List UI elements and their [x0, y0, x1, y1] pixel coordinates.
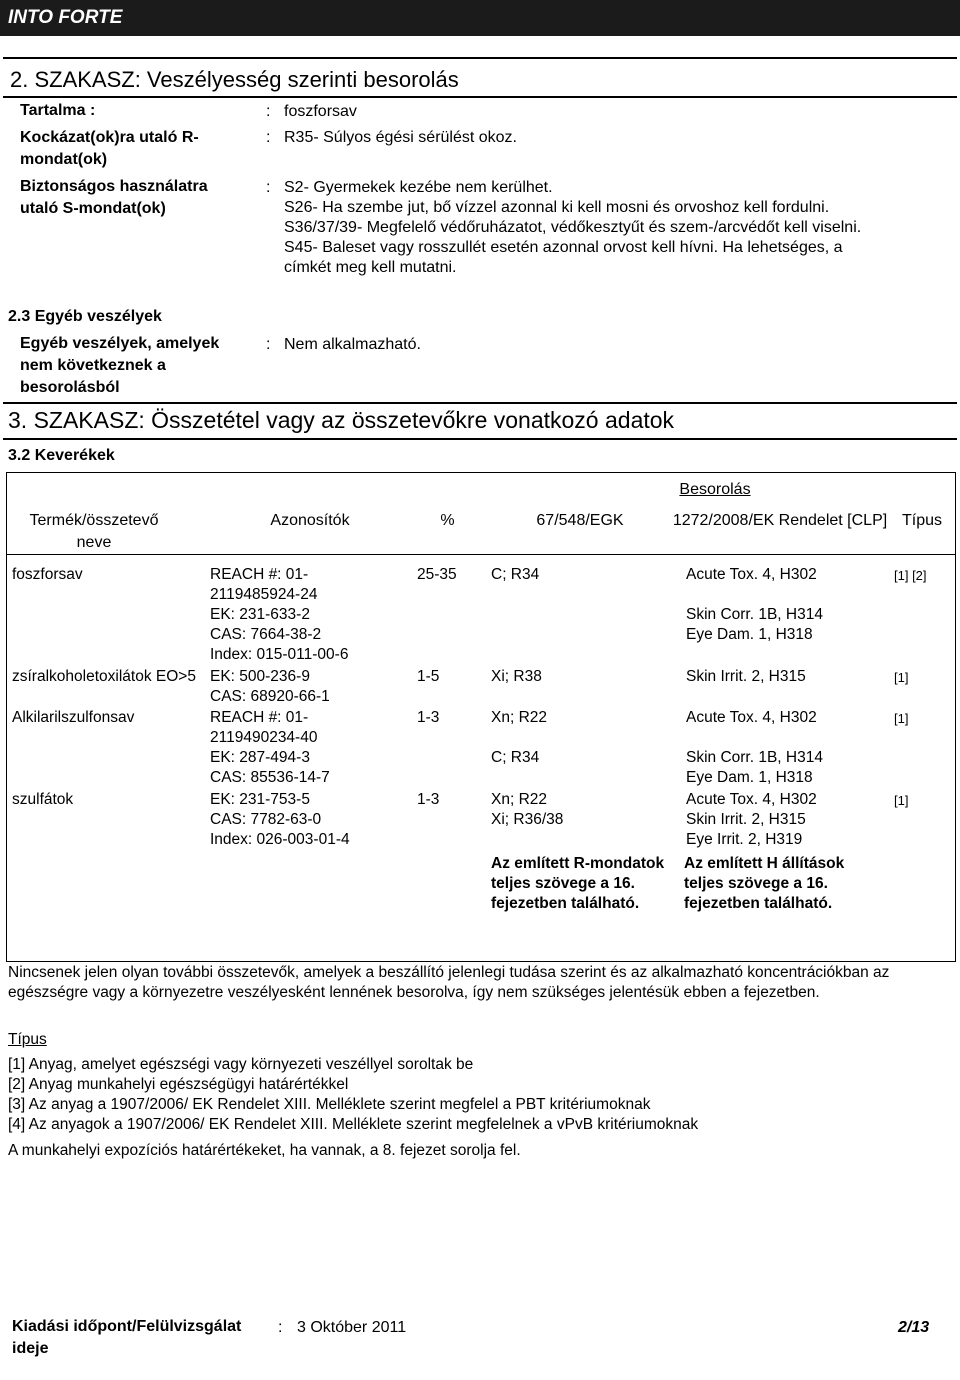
type-legend-item: [3] Az anyag a 1907/2006/ EK Rendelet XIII. Melléklete szerint megfelel a PBT kritériumoknak	[8, 1096, 651, 1113]
section2-bottom-rule	[3, 96, 957, 98]
document-header-bar	[0, 0, 960, 36]
additional-ingredients-statement: Nincsenek jelen olyan további összetevők, amelyek a beszállító jelenlegi tudása szerint és az alkalmazható koncentrációkban az egészségre vagy a környezetre veszélyesként lennének besorolva, így nem szükséges jelentésük ebben a fejezetben.	[8, 964, 890, 1001]
component-identifiers: REACH #: 01- 2119490234-40 EK: 287-494-3 CAS: 85536-14-7	[210, 709, 330, 786]
component-percent: 1-5	[417, 668, 440, 685]
footer-page-number: 2/13	[898, 1319, 930, 1336]
component-name: Alkilarilszulfonsav	[12, 709, 135, 726]
col-header-ids: Azonosítók	[270, 512, 350, 529]
component-clp: Skin Irrit. 2, H315	[686, 668, 806, 685]
footer-colon: :	[278, 1319, 283, 1336]
col-header-dsd: 67/548/EGK	[536, 512, 624, 529]
safety-phrase: S36/37/39- Megfelelő védőruházatot, védőkesztyűt és szem-/arcvédőt kell viselni.	[284, 219, 862, 236]
footer-issue-date: 3 Október 2011	[297, 1319, 407, 1336]
section2-top-rule	[3, 57, 957, 59]
component-percent: 1-3	[417, 791, 440, 808]
component-type: [1]	[894, 711, 909, 726]
r-phrases-note: Az említett R-mondatok teljes szövege a 16. fejezetben található.	[491, 855, 665, 912]
section3-top-rule	[3, 402, 957, 404]
classification-group-header: Besorolás	[679, 481, 751, 498]
h-statements-note: Az említett H állítások teljes szövege a 16. fejezetben található.	[684, 855, 845, 912]
contents-label: Tartalma :	[20, 102, 96, 119]
mixtures-heading: 3.2 Keverékek	[8, 447, 115, 464]
component-clp: Acute Tox. 4, H302 Skin Corr. 1B, H314 Eye Dam. 1, H318	[686, 566, 823, 643]
component-identifiers: EK: 231-753-5 CAS: 7782-63-0 Index: 026-003-01-4	[210, 791, 350, 848]
component-name: zsíralkoholetoxilátok EO>5	[12, 668, 196, 685]
safety-phrases-list	[284, 178, 934, 278]
component-dsd: Xn; R22 C; R34	[491, 709, 548, 766]
risk-colon: :	[266, 129, 271, 146]
contents-colon: :	[266, 103, 271, 120]
component-clp: Acute Tox. 4, H302 Skin Irrit. 2, H315 Eye Irrit. 2, H319	[686, 791, 817, 848]
component-identifiers: EK: 500-236-9 CAS: 68920-66-1	[210, 668, 330, 705]
exposure-limits-note: A munkahelyi expozíciós határértékeket, ha vannak, a 8. fejezet sorolja fel.	[8, 1142, 521, 1159]
safety-phrase: S26- Ha szembe jut, bő vízzel azonnal ki kell mosni és orvoshoz kell fordulni.	[284, 199, 830, 216]
safety-phrases-label: Biztonságos használatra utaló S-mondat(ok)	[20, 178, 208, 217]
section2-title: 2. SZAKASZ: Veszélyesség szerinti besorolás	[10, 67, 459, 92]
type-legend-item: [1] Anyag, amelyet egészségi vagy környezeti veszéllyel soroltak be	[8, 1056, 474, 1073]
type-legend-heading: Típus	[8, 1031, 47, 1048]
section3-title: 3. SZAKASZ: Összetétel vagy az összetevőkre vonatkozó adatok	[8, 407, 675, 433]
type-legend-item: [2] Anyag munkahelyi egészségügyi határértékkel	[8, 1076, 349, 1093]
contents-value: foszforsav	[284, 103, 357, 120]
risk-phrases-label: Kockázat(ok)ra utaló R-mondat(ok)	[20, 129, 199, 168]
col-header-percent: %	[440, 512, 455, 529]
section3-bottom-rule	[3, 438, 957, 440]
other-hazards-label: Egyéb veszélyek, amelyek nem következnek a besorolásból	[20, 335, 220, 396]
other-hazards-heading: 2.3 Egyéb veszélyek	[8, 308, 162, 325]
component-name: foszforsav	[12, 566, 83, 583]
component-type: [1]	[894, 793, 909, 808]
component-percent: 1-3	[417, 709, 440, 726]
col-header-type: Típus	[901, 512, 942, 529]
component-name: szulfátok	[12, 791, 74, 808]
safety-phrase: címkét meg kell mutatni.	[284, 259, 457, 276]
component-type: [1] [2]	[894, 568, 927, 583]
col-header-clp: 1272/2008/EK Rendelet [CLP]	[672, 512, 888, 529]
safety-phrase: S45- Baleset vagy rosszullét esetén azonnal orvost kell hívni. Ha lehetséges, a	[284, 239, 843, 256]
other-hazards-colon: :	[266, 336, 271, 353]
component-dsd: C; R34	[491, 566, 540, 583]
safety-colon: :	[266, 179, 271, 196]
other-hazards-value: Nem alkalmazható.	[284, 336, 421, 353]
component-dsd: Xi; R38	[491, 668, 542, 685]
component-dsd: Xn; R22 Xi; R36/38	[491, 791, 564, 828]
type-legend-list	[8, 1055, 953, 1135]
risk-phrases-value: R35- Súlyos égési sérülést okoz.	[284, 129, 517, 146]
product-title: INTO FORTE	[8, 7, 123, 28]
component-type: [1]	[894, 670, 909, 685]
type-legend-item: [4] Az anyagok a 1907/2006/ EK Rendelet XIII. Melléklete szerint megfelelnek a vPvB kritériumoknak	[8, 1116, 699, 1133]
table-header-rule	[6, 554, 956, 555]
footer-issue-date-label: Kiadási időpont/Felülvizsgálat ideje	[12, 1318, 242, 1357]
component-percent: 25-35	[417, 566, 457, 583]
safety-phrase: S2- Gyermekek kezébe nem kerülhet.	[284, 179, 553, 196]
component-clp: Acute Tox. 4, H302 Skin Corr. 1B, H314 Eye Dam. 1, H318	[686, 709, 823, 786]
col-header-name: Termék/összetevő neve	[29, 512, 159, 551]
component-identifiers: REACH #: 01- 2119485924-24 EK: 231-633-2 CAS: 7664-38-2 Index: 015-011-00-6	[210, 566, 349, 663]
